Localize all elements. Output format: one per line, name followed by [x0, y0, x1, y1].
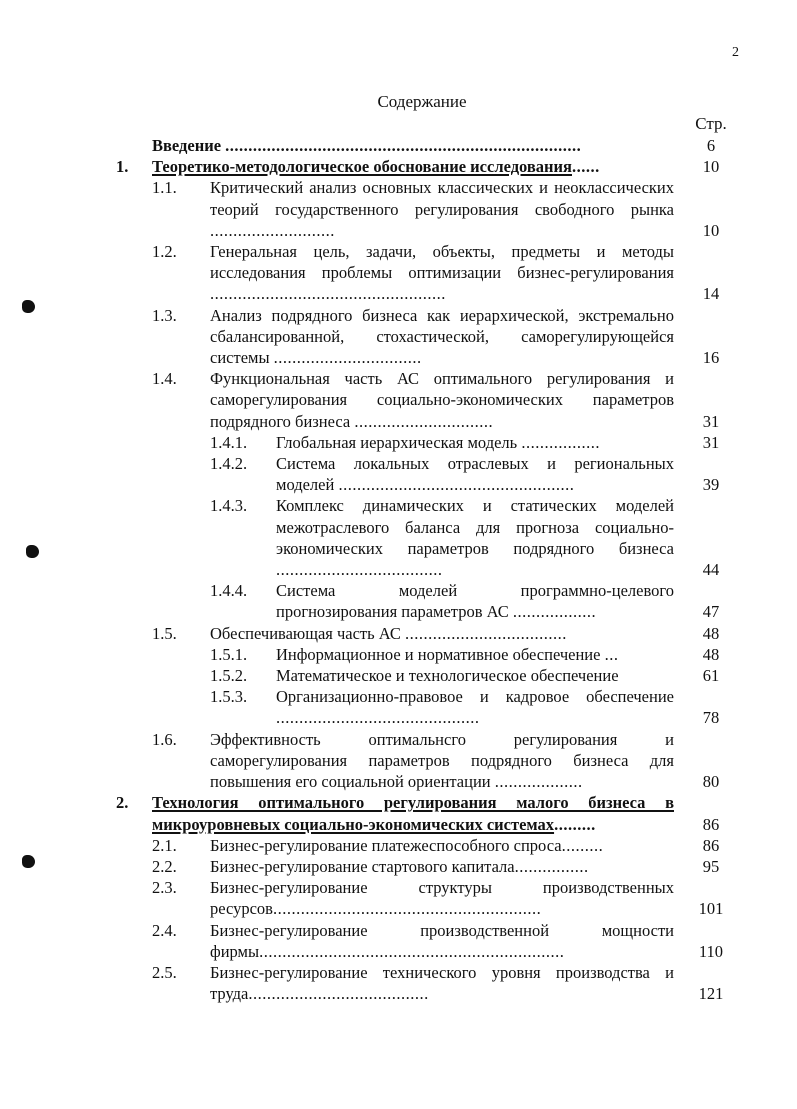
toc-entry-title — [210, 241, 674, 305]
toc-entry-leader-dots: ................................... — [405, 623, 567, 643]
toc-entry — [0, 495, 797, 580]
toc-entry-text: Генеральная цель, задачи, объекты, предметы и методы исследования проблемы оптимизации бизнес-регулирования — [210, 242, 674, 283]
toc-entry-title — [210, 856, 674, 877]
toc-entry-page: 110 — [698, 941, 724, 961]
toc-entry-page: 48 — [702, 644, 720, 664]
toc-entry — [0, 644, 797, 665]
toc-entry-page: 80 — [702, 772, 720, 792]
page-number: 2 — [732, 45, 739, 60]
toc-entry-page: 14 — [702, 284, 720, 304]
toc-entry — [0, 135, 797, 156]
toc-entry — [0, 623, 797, 644]
toc-entry-number: 1.2. — [152, 242, 177, 262]
toc-entry-leader-dots: ................ — [514, 856, 589, 876]
toc-entry-page: 101 — [698, 899, 724, 919]
toc-entry-number: 2.1. — [152, 835, 177, 855]
toc-entry-page: 95 — [702, 856, 720, 876]
toc-entry-page: 44 — [702, 560, 720, 580]
toc-entry-text: Бизнес-регулирование технического уровня производства и труда — [210, 962, 674, 1004]
toc-entry-leader-dots: .............................. — [354, 411, 494, 431]
table-of-contents — [0, 135, 797, 1004]
toc-entry-text: Математическое и технологическое обеспечение — [276, 666, 619, 686]
toc-entry-text: Бизнес-регулирование структуры производственных ресурсов — [210, 878, 674, 919]
toc-entry — [0, 580, 797, 622]
toc-entry-number: 1.3. — [152, 305, 177, 325]
toc-entry-leader-dots: ................. — [521, 432, 600, 452]
toc-entry-page: 16 — [702, 348, 720, 368]
toc-entry-leader-dots: ........................... — [210, 220, 335, 240]
toc-entry-text: Бизнес-регулирование стартового капитала — [210, 856, 515, 876]
toc-entry-number: 1.4.3. — [210, 496, 248, 516]
toc-entry-page: 31 — [702, 432, 720, 452]
toc-entry-number: 1.5.3. — [210, 687, 248, 707]
toc-entry — [0, 877, 797, 919]
toc-entry-title — [152, 156, 674, 177]
toc-entry-page: 61 — [702, 666, 720, 686]
toc-entry-text: Бизнес-регулирование платежеспособного спроса — [210, 835, 562, 855]
toc-entry-text: Информационное и нормативное обеспечение — [276, 644, 605, 664]
toc-entry-leader-dots: ....................................... — [248, 984, 429, 1004]
toc-entry-leader-dots: .................................................................. — [259, 941, 565, 961]
toc-entry-page: 78 — [702, 708, 720, 728]
toc-entry-title — [210, 729, 674, 793]
toc-entry-text: Организационно-правовое и кадровое обеспечение — [276, 687, 674, 707]
toc-entry-title — [276, 665, 674, 686]
toc-entry-title — [276, 686, 674, 728]
toc-entry — [0, 729, 797, 793]
toc-entry-number: 2.5. — [152, 962, 177, 982]
toc-entry — [0, 920, 797, 962]
toc-entry-page: 39 — [702, 475, 720, 495]
toc-entry-leader-dots: ............................................................................. — [225, 136, 582, 155]
toc-entry-page: 48 — [702, 623, 720, 643]
toc-entry-title — [210, 305, 674, 369]
toc-entry-text: Введение — [152, 136, 226, 155]
toc-entry-leader-dots: ......... — [554, 814, 596, 834]
toc-entry-title — [210, 920, 674, 962]
toc-entry-title — [276, 495, 674, 580]
toc-entry — [0, 686, 797, 728]
toc-entry-page: 47 — [702, 602, 720, 622]
toc-entry-leader-dots: ...... — [571, 157, 600, 177]
toc-entry-text: Функциональная часть АС оптимального регулирования и саморегулирования социально-экономических параметров подрядного бизнеса — [210, 369, 674, 431]
toc-entry-number: 1.4.2. — [210, 454, 248, 474]
toc-entry-leader-dots: ......... — [561, 835, 604, 855]
toc-entry-text: Теоретико-методологическое обоснование исследования — [152, 157, 572, 177]
toc-entry-title — [210, 835, 674, 856]
toc-entry — [0, 432, 797, 453]
toc-entry-number: 1.4. — [152, 369, 177, 389]
toc-entry-title — [276, 432, 674, 453]
toc-entry — [0, 241, 797, 305]
toc-entry-number: 1.1. — [152, 178, 177, 198]
toc-entry-number: 1. — [116, 157, 129, 177]
toc-entry — [0, 856, 797, 877]
toc-entry — [0, 305, 797, 369]
toc-entry-page: 10 — [702, 220, 720, 240]
toc-entry-text: Бизнес-регулирование производственной мощности фирмы — [210, 920, 674, 961]
toc-entry-text: Комплекс динамических и статических моделей межотраслевого баланса для прогноза социально-экономических параметров подрядного бизнеса — [276, 496, 674, 558]
toc-entry-text: Глобальная иерархическая модель — [276, 432, 522, 452]
toc-entry-leader-dots: ... — [604, 644, 619, 664]
toc-entry-number: 1.5.1. — [210, 644, 248, 664]
toc-entry-title — [210, 877, 674, 919]
toc-entry-leader-dots: ................................................... — [210, 284, 446, 304]
toc-entry-number: 1.4.4. — [210, 581, 248, 601]
toc-entry-number: 1.5.2. — [210, 666, 248, 686]
toc-entry-text: Эффективность оптимальнсго регулирования и саморегулирования параметров подрядного бизнеса для повышения его социальной ориентации — [210, 729, 674, 792]
toc-entry-leader-dots: ................................................... — [338, 475, 575, 495]
toc-entry — [0, 453, 797, 495]
toc-entry — [0, 792, 797, 834]
toc-entry-leader-dots: ................... — [494, 772, 583, 792]
toc-entry — [0, 962, 797, 1004]
toc-entry — [0, 665, 797, 686]
toc-entry-number: 2. — [116, 793, 129, 813]
toc-entry-number: 1.5. — [152, 623, 177, 643]
toc-entry-number: 2.2. — [152, 856, 177, 876]
toc-entry-title — [210, 623, 674, 644]
toc-entry-leader-dots: ................................ — [273, 348, 422, 368]
page-title: Содержание — [377, 92, 467, 111]
toc-entry-title — [210, 962, 674, 1004]
toc-entry-title — [210, 368, 674, 432]
toc-entry-title — [276, 644, 674, 665]
toc-entry-page: 121 — [698, 984, 724, 1004]
toc-entry-page: 86 — [702, 835, 720, 855]
toc-entry-leader-dots: .................. — [512, 602, 597, 622]
toc-entry-text: Обеспечивающая часть АС — [210, 623, 406, 643]
toc-entry-leader-dots: .......................................................... — [272, 899, 542, 919]
toc-entry-leader-dots: ............................................ — [276, 708, 480, 728]
toc-entry-number: 1.6. — [152, 729, 177, 749]
toc-entry-text: Критический анализ основных классических и неоклассических теорий государственного регулирования свободного рынка — [210, 178, 674, 219]
page-column-header: Стр. — [695, 114, 727, 133]
toc-entry-title — [210, 177, 674, 241]
toc-entry-number: 1.4.1. — [210, 432, 248, 452]
toc-entry-text: Система локальных отраслевых и региональных моделей — [276, 454, 674, 495]
toc-entry-title — [152, 792, 674, 834]
toc-entry-title — [152, 135, 674, 156]
toc-entry-text: Анализ подрядного бизнеса как иерархической, экстремально сбалансированной, стохастической, саморегулирующейся системы — [210, 305, 674, 368]
toc-entry-number: 2.3. — [152, 878, 177, 898]
toc-entry — [0, 368, 797, 432]
toc-entry — [0, 156, 797, 177]
toc-entry-page: 31 — [702, 411, 720, 431]
toc-entry — [0, 177, 797, 241]
toc-entry-leader-dots: .................................... — [276, 560, 443, 580]
toc-entry-page: 6 — [706, 136, 716, 155]
toc-entry-text: Система моделей программно-целевого прогнозирования параметров АС — [276, 581, 674, 622]
toc-entry — [0, 835, 797, 856]
toc-entry-title — [276, 453, 674, 495]
toc-entry-text: Технология оптимального регулирования малого бизнеса в микроуровневых социально-экономических системах — [152, 793, 674, 834]
toc-entry-page: 86 — [702, 814, 720, 834]
toc-entry-number: 2.4. — [152, 920, 177, 940]
toc-entry-title — [276, 580, 674, 622]
toc-entry-page: 10 — [702, 157, 720, 177]
